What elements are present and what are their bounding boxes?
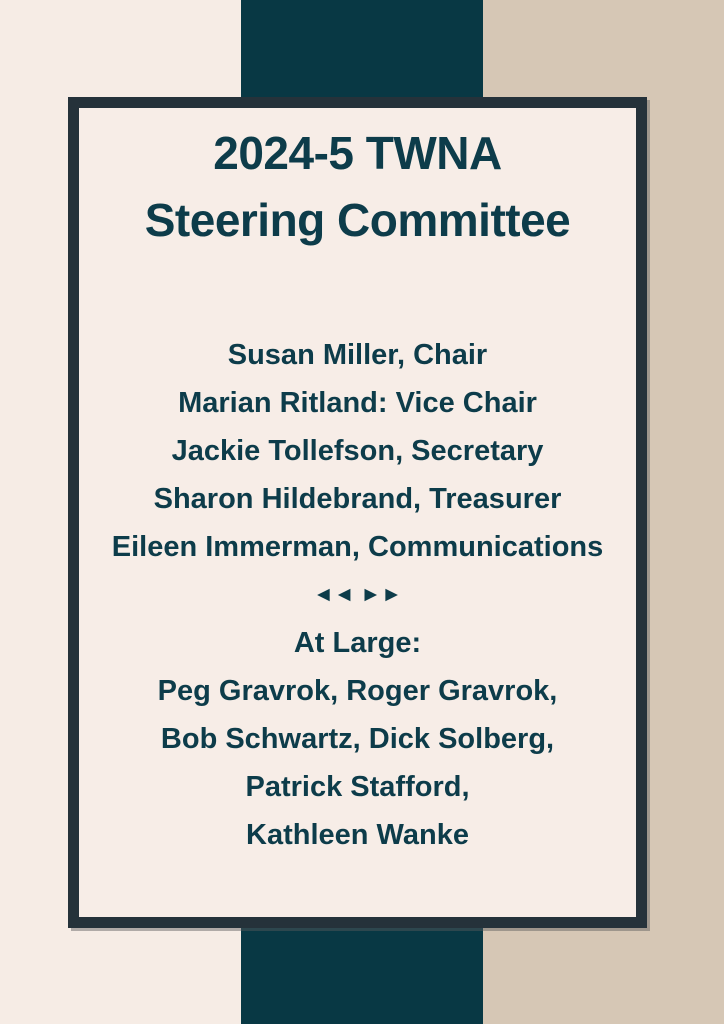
committee-card [68,97,647,928]
chevron-divider-icon: ◄◄ ►► [313,583,402,606]
at-large-line: Patrick Stafford, [245,771,470,803]
at-large-line: Kathleen Wanke [246,819,469,851]
title-line-2: Steering Committee [144,194,571,246]
at-large-list [79,667,636,859]
page-title [79,120,636,254]
officer-line: Susan Miller, Chair [227,339,488,371]
officers-list [79,331,636,571]
at-large-line: Bob Schwartz, Dick Solberg, [160,723,555,755]
officer-line: Marian Ritland: Vice Chair [178,387,537,419]
title-line-1: 2024-5 TWNA [213,127,502,179]
officer-line: Eileen Immerman, Communications [111,531,604,563]
officer-line: Jackie Tollefson, Secretary [171,435,544,467]
at-large-heading: At Large: [293,627,422,659]
officer-line: Sharon Hildebrand, Treasurer [153,483,562,515]
at-large-line: Peg Gravrok, Roger Gravrok, [157,675,558,707]
